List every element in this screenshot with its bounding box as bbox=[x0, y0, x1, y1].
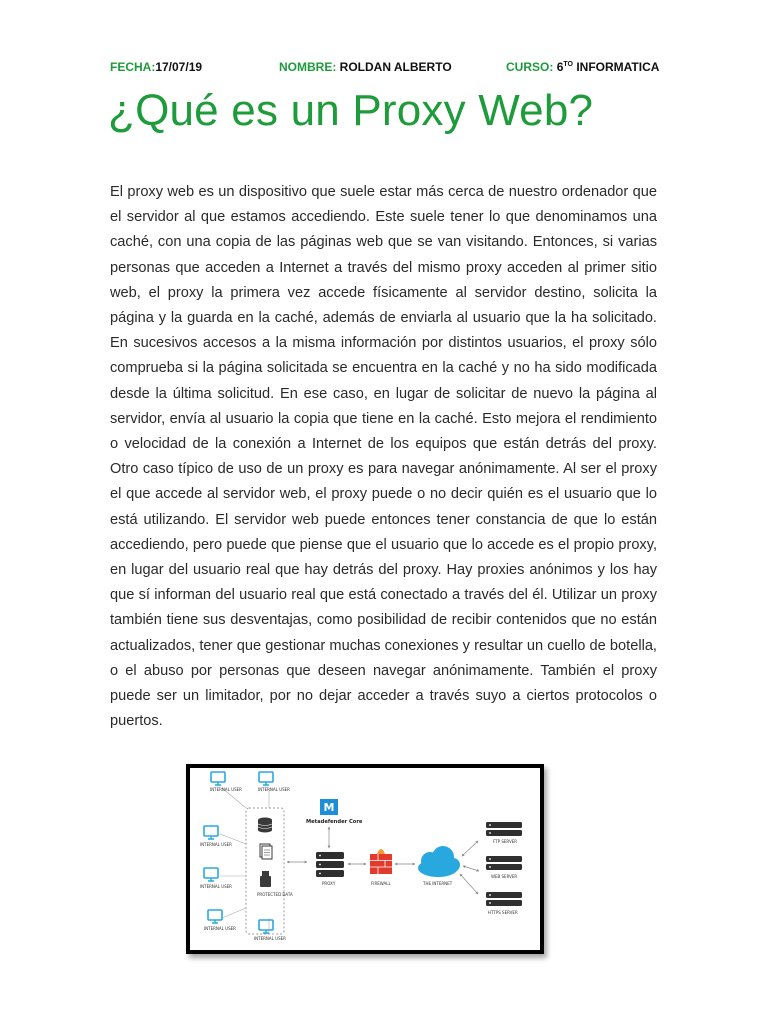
course-field bbox=[506, 60, 659, 74]
internal-user-label: INTERNAL USER bbox=[258, 787, 290, 792]
body-paragraph: El proxy web es un dispositivo que suele estar más cerca de nuestro ordenador que el servidor al que estamos accediendo. Este suele tener lo que denominamos una caché, con una copia de las páginas web que se van visitando. Entonces, si varias personas que acceden a Internet a través del mismo proxy acceden al primer sitio web, el proxy la primera vez accede físicamente al servidor destino, solicita la página y la guarda en la caché, además de enviarla al usuario que la ha solicitado. En sucesivos accesos a la misma información por distintos usuarios, el proxy sólo comprueba si la página solicitada se encuentra en la caché y no ha sido modificada desde la última solicitud. En ese caso, en lugar de solicitar de nuevo la página al servidor, envía al usuario la copia que tiene en la caché. Esto mejora el rendimiento o velocidad de la conexión a Internet de los equipos que están detrás del proxy. Otro caso típico de uso de un proxy es para navegar anónimamente. Al ser el proxy el que accede al servidor web, el proxy puede o no decir quién es el usuario que lo está utilizando. El servidor web puede entonces tener constancia de que lo están accediendo, pero puede que piense que el usuario que lo accede es el propio proxy, en lugar del usuario real que hay detrás del proxy. Hay proxies anónimos y los hay que sí informan del usuario real que está conectado a través del él. Utilizar un proxy también tiene sus desventajas, como posibilidad de recibir contenidos que no están actualizados, tener que gestionar muchas conexiones y resultar un cuello de botella, o el abuso por personas que deseen navegar anónimamente. También el proxy puede ser un limitador, por no dejar acceder a través suyo a ciertos protocolos o puertos. bbox=[110, 184, 657, 730]
course-superscript: TO bbox=[563, 61, 573, 68]
documents-icon bbox=[260, 844, 272, 859]
firewall-icon bbox=[370, 849, 392, 874]
monitor-icon bbox=[259, 920, 273, 933]
name-label: NOMBRE: bbox=[279, 60, 337, 74]
firewall-label: FIREWALL bbox=[371, 881, 391, 886]
date-label: FECHA: bbox=[110, 60, 156, 74]
web-server-icon bbox=[486, 856, 522, 870]
usb-drive-icon bbox=[260, 871, 271, 887]
date-value: 17/07/19 bbox=[155, 60, 203, 74]
arrow-internet-web bbox=[463, 866, 479, 871]
course-value: 6 bbox=[556, 60, 564, 74]
metadefender-logo-letter: M bbox=[323, 801, 335, 814]
name-field bbox=[279, 60, 452, 74]
internet-label: THE INTERNET bbox=[423, 881, 453, 886]
proxy-diagram bbox=[186, 764, 544, 954]
course-name: INFORMATICA bbox=[576, 60, 660, 74]
metadefender-label: Metadefender Core bbox=[306, 819, 363, 825]
name-value: ROLDAN ALBERTO bbox=[339, 60, 452, 74]
internal-user-label: INTERNAL USER bbox=[204, 926, 236, 931]
internal-user-label: INTERNAL USER bbox=[210, 787, 242, 792]
internal-user-label: INTERNAL USER bbox=[200, 884, 232, 889]
https-server-icon bbox=[486, 892, 522, 906]
proxy-label: PROXY bbox=[322, 881, 336, 886]
web-server-label: WEB SERVER bbox=[491, 874, 518, 879]
ftp-server-icon bbox=[486, 822, 522, 836]
arrow-internet-https bbox=[460, 874, 478, 894]
monitor-icon bbox=[259, 772, 273, 785]
document-header bbox=[110, 60, 670, 78]
course-label: CURSO: bbox=[506, 60, 554, 74]
cloud-icon bbox=[418, 846, 460, 877]
metadefender-logo bbox=[320, 799, 338, 815]
arrow-internet-ftp bbox=[462, 841, 478, 856]
protected-data-label: PROTECTED DATA bbox=[257, 892, 293, 897]
internal-user-label: INTERNAL USER bbox=[200, 842, 232, 847]
internal-user-label: INTERNAL USER bbox=[254, 936, 286, 941]
page-title: ¿Qué es un Proxy Web? bbox=[108, 86, 594, 135]
database-icon bbox=[258, 818, 272, 833]
proxy-server-icon bbox=[316, 852, 344, 877]
ftp-server-label: FTP SERVER bbox=[493, 839, 518, 844]
monitor-icon bbox=[204, 826, 218, 839]
monitor-icon bbox=[211, 772, 225, 785]
monitor-icon bbox=[204, 868, 218, 881]
https-server-label: HTTPS SERVER bbox=[488, 910, 518, 915]
monitor-icon bbox=[208, 910, 222, 923]
user-connection-lines bbox=[220, 788, 269, 934]
date-field bbox=[110, 60, 202, 74]
proxy-diagram-svg bbox=[190, 768, 540, 950]
